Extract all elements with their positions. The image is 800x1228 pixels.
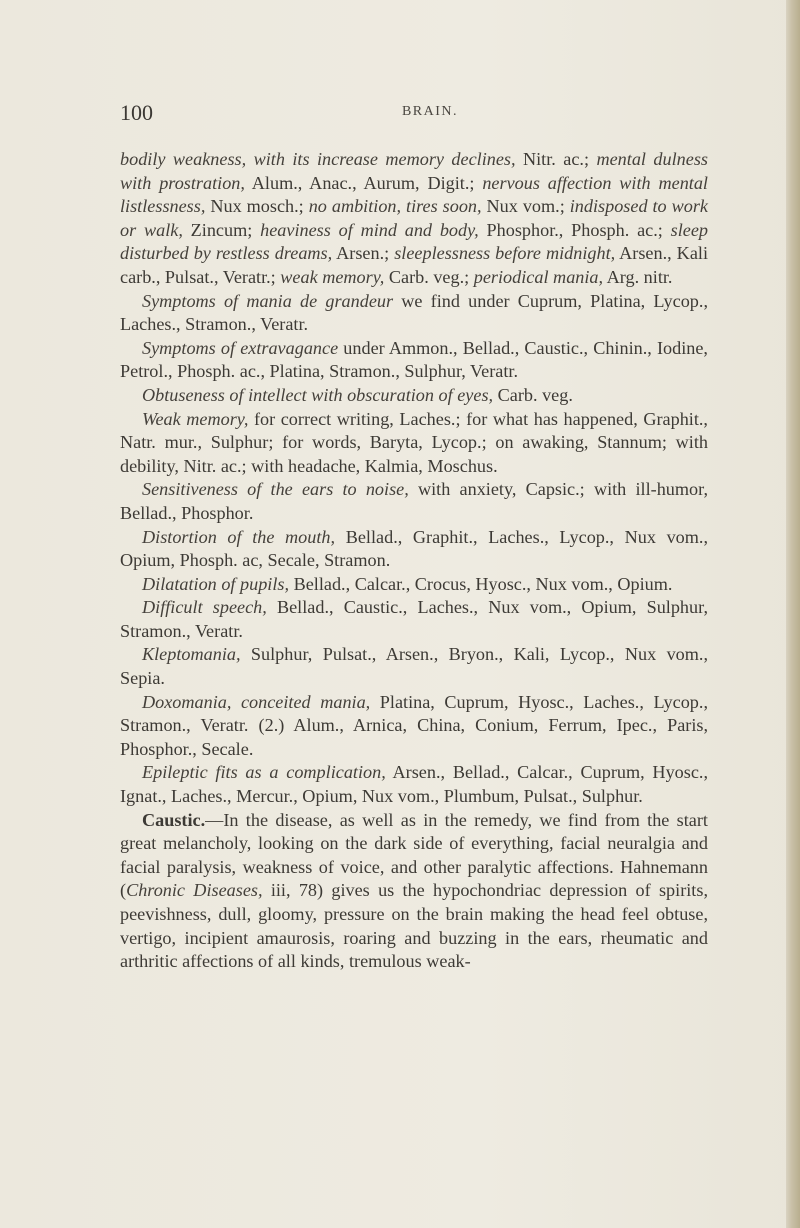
paragraph [120,691,708,762]
text-run: with anxiety, Capsic.; with ill-humor, Bellad., Phosphor. [120,479,708,523]
page-header [120,100,700,130]
paragraph [120,643,708,690]
italic-run: Chronic Diseases, [126,880,263,901]
text-run: Nux vom.; [481,196,570,217]
text-run: Sulphur, Pulsat., Arsen., Bryon., Kali, Lycop., Nux vom., Sepia. [120,644,708,689]
italic-run: Symptoms of extravagance [142,337,339,358]
paragraph [120,573,708,597]
italic-run: mental dulness with prostration, [120,149,708,193]
italic-run: Sensitiveness of the ears to noise, [142,479,409,500]
body-text [120,148,708,974]
text-run: for correct writing, Laches.; for what has happened, Graphit., Natr. mur., Sulphur; for words, Baryta, Lycop.; on awaking, Stannum; with debility, Nitr. ac.; with headache, Kalmia, Moschus. [120,408,708,476]
italic-run: Kleptomania, [142,644,241,665]
italic-run: Weak memory, [142,408,249,429]
italic-run: sleep disturbed by restless dreams, [120,219,708,264]
italic-run: periodical mania, [473,266,604,287]
italic-run: bodily weakness, with its increase memory declines, [120,149,516,169]
italic-run: nervous affection with mental listlessness, [120,172,708,217]
text-run: Nux mosch.; [205,196,309,217]
paragraph [120,809,708,974]
text-run: Carb. veg. [493,384,573,405]
text-run: we find under Cuprum, Platina, Lycop., Laches., Stramon., Veratr. [120,290,708,335]
italic-run: heaviness of mind and body, [260,219,479,240]
italic-run: Distortion of the mouth, [142,526,336,547]
page-edge-shadow [786,0,800,1228]
paragraph [120,761,708,808]
italic-run: Doxomania, conceited mania, [142,691,371,712]
text-run: Bellad., Graphit., Laches., Lycop., Nux vom., Opium, Phosph. ac, Secale, Stramon. [120,526,708,571]
paragraph [120,337,708,384]
text-run: Arsen.; [332,243,395,264]
text-run: Nitr. ac.; [515,149,597,169]
text-run: Platina, Cuprum, Hyosc., Laches., Lycop., Stramon., Veratr. (2.) Alum., Arnica, China, Conium, Ferrum, Ipec., Paris, Phosphor., Secale. [120,691,708,759]
text-run: Arg. nitr. [603,266,673,287]
italic-run: Difficult speech, [142,597,267,618]
text-run: Arsen., Bellad., Calcar., Cuprum, Hyosc., Ignat., Laches., Mercur., Opium, Nux vom., Plumbum, Pulsat., Sulphur. [120,762,708,807]
paragraph [120,290,708,337]
page-number: 100 [120,100,153,125]
text-run: Bellad., Calcar., Crocus, Hyosc., Nux vom., Opium. [289,573,673,594]
paragraph [120,384,708,408]
paragraph [120,148,708,290]
italic-run: Epileptic fits as a complication, [142,762,386,783]
text-run: Carb. veg.; [384,266,474,287]
paragraph [120,408,708,479]
italic-run: sleeplessness before midnight, [394,243,616,264]
text-run: Bellad., Caustic., Laches., Nux vom., Opium, Sulphur, Stramon., Veratr. [120,597,708,641]
italic-run: Symptoms of mania de grandeur [142,290,394,311]
text-run: iii, 78) gives us the hypochondriac depression of spirits, peevishness, dull, gloomy, pressure on the brain making the head feel obtuse, vertigo, incipient amaurosis, roaring and buzzing in the ears, rheumatic and arthritic affections of all kinds, tremulous weak- [120,880,708,972]
text-run: Phosphor., Phosph. ac.; [478,219,671,240]
bold-run: Caustic. [142,809,206,830]
text-run: Zincum; [182,219,261,240]
text-run: Arsen., Kali carb., Pulsat., Veratr.; [120,243,708,287]
text-run: —In the disease, as well as in the remedy, we find from the start great melancholy, looking on the dark side of everything, facial neuralgia and facial paralysis, weakness of voice, and other paralytic affections. Hahnemann ( [120,809,708,901]
running-head: BRAIN. [401,104,459,119]
italic-run: no ambition, tires soon, [308,196,482,217]
italic-run: Obtuseness of intellect with obscuration of eyes, [142,384,494,405]
paragraph [120,596,708,643]
italic-run: Dilatation of pupils, [142,573,290,594]
text-run: under Ammon., Bellad., Caustic., Chinin., Iodine, Petrol., Phosph. ac., Platina, Stramon., Sulphur, Veratr. [120,337,708,382]
paragraph [120,478,708,525]
italic-run: weak memory, [280,266,385,287]
italic-run: indisposed to work or walk, [120,196,708,240]
text-run: Alum., Anac., Aurum, Digit.; [244,172,483,193]
paragraph [120,526,708,573]
